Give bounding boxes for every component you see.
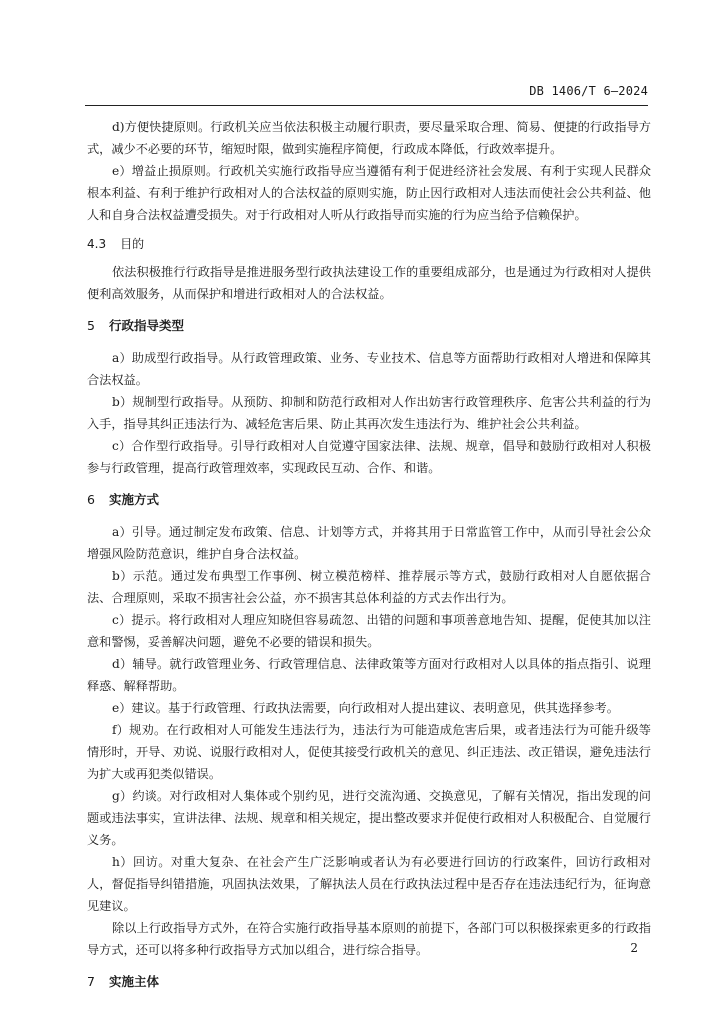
type-c-paragraph: c）合作型行政指导。引导行政相对人自觉遵守国家法律、法规、规章，倡导和鼓励行政相对人积极参与行政管理，提高行政管理效率，实现政民互动、合作、和谐。 — [87, 439, 651, 475]
section-number: 6 — [87, 492, 95, 507]
page-body — [87, 116, 651, 1003]
section-7-heading — [87, 971, 651, 993]
section-4-3-heading — [87, 233, 651, 255]
section-title: 目的 — [120, 237, 145, 251]
method-e-paragraph: e）建议。基于行政管理、行政执法需要，向行政相对人提出建议、表明意见，供其选择参考。 — [112, 701, 619, 715]
type-b-paragraph: b）规制型行政指导。从预防、抑制和防范行政相对人作出妨害行政管理秩序、危害公共利益的行为入手，指导其纠正违法行为、减轻危害后果、防止其再次发生违法行为、维护社会公共利益。 — [87, 395, 651, 431]
header-rule — [85, 105, 648, 106]
type-a-paragraph: a）助成型行政指导。从行政管理政策、业务、专业技术、信息等方面帮助行政相对人增进和保障其合法权益。 — [87, 351, 651, 387]
section-title: 实施方式 — [108, 492, 159, 507]
section-title: 行政指导类型 — [108, 318, 184, 333]
method-d-paragraph: d）辅导。就行政管理业务、行政管理信息、法律政策等方面对行政相对人以具体的指点指引、说理释惑、解释帮助。 — [87, 657, 651, 693]
principle-e-paragraph: e）增益止损原则。行政机关实施行政指导应当遵循有利于促进经济社会发展、有利于实现人民群众根本利益、有利于维护行政相对人的合法权益的原则实施，防止因行政相对人违法而使社会公共利益、他人和自身合法权益遭受损失。对于行政相对人听从行政指导而实施的行为应当给予信赖保护。 — [87, 164, 651, 222]
section-title: 实施主体 — [108, 974, 159, 989]
purpose-paragraph: 依法积极推行行政指导是推进服务型行政执法建设工作的重要组成部分，也是通过为行政相对人提供便利高效服务，从而保护和增进行政相对人的合法权益。 — [87, 265, 651, 301]
method-a-paragraph: a）引导。通过制定发布政策、信息、计划等方式，并将其用于日常监管工作中，从而引导社会公众增强风险防范意识，维护自身合法权益。 — [87, 525, 651, 561]
section-number: 5 — [87, 318, 95, 333]
section-5-heading — [87, 315, 651, 337]
method-b-paragraph: b）示范。通过发布典型工作事例、树立模范榜样、推荐展示等方式，鼓励行政相对人自愿依据合法、合理原则，采取不损害社会公益，亦不损害其总体利益的方式去作出行为。 — [87, 569, 651, 605]
method-g-paragraph: g）约谈。对行政相对人集体或个别约见，进行交流沟通、交换意见，了解有关情况，指出发现的问题或违法事实，宣讲法律、法规、规章和相关规定，提出整改要求并促使行政相对人积极配合、自觉履行义务。 — [87, 789, 651, 847]
method-c-paragraph: c）提示。将行政相对人理应知晓但容易疏忽、出错的问题和事项善意地告知、提醒，促使其加以注意和警惕，妥善解决问题，避免不必要的错误和损失。 — [87, 613, 651, 649]
section-number: 7 — [87, 974, 95, 989]
document-code: DB 1406/T 6—2024 — [529, 84, 648, 98]
principle-d-paragraph: d)方便快捷原则。行政机关应当依法积极主动履行职责，要尽量采取合理、简易、便捷的行政指导方式，减少不必要的环节，缩短时限，做到实施程序简便，行政成本降低，行政效率提升。 — [87, 120, 651, 156]
section-6-heading — [87, 489, 651, 511]
other-methods-paragraph: 除以上行政指导方式外，在符合实施行政指导基本原则的前提下，各部门可以积极探索更多的行政指导方式，还可以将多种行政指导方式加以组合，进行综合指导。 — [87, 921, 651, 957]
method-h-paragraph: h）回访。对重大复杂、在社会产生广泛影响或者认为有必要进行回访的行政案件，回访行政相对人，督促指导纠错措施，巩固执法效果，了解执法人员在行政执法过程中是否存在违法违纪行为，征询意见建议。 — [87, 855, 651, 913]
section-number: 4.3 — [87, 237, 107, 251]
page-number: 2 — [630, 941, 638, 955]
method-f-paragraph: f）规劝。在行政相对人可能发生违法行为，违法行为可能造成危害后果，或者违法行为可能升级等情形时，开导、劝说、说服行政相对人，促使其接受行政机关的意见、纠正违法、改正错误，避免违法行为扩大或再犯类似错误。 — [87, 723, 651, 781]
